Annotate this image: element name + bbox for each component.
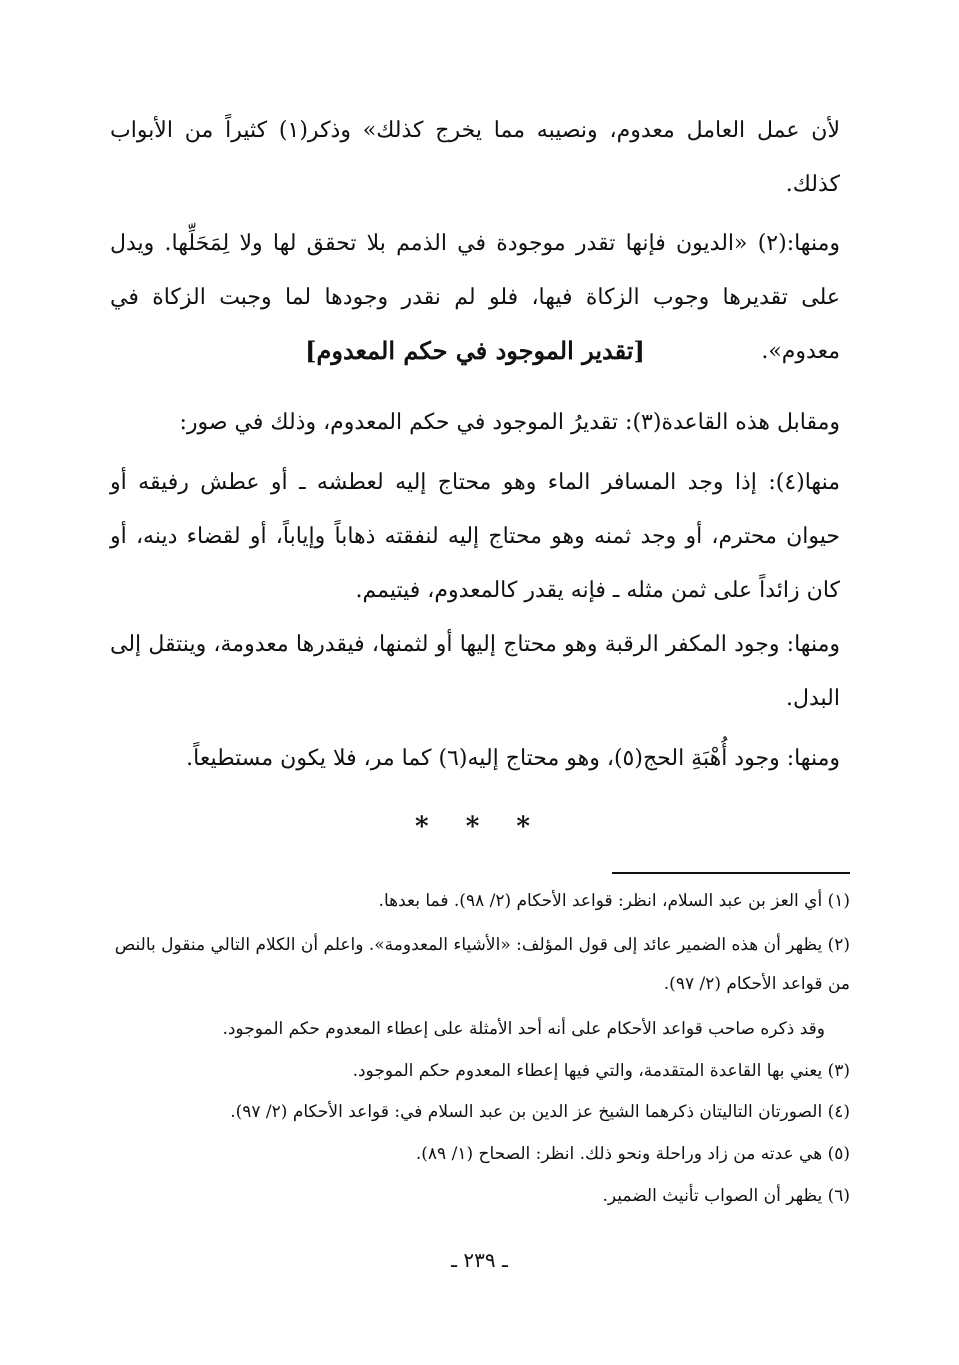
paragraph-6: ومنها: وجود أُهْبَةِ الحج(٥)، وهو محتاج إليه(٦) كما مر، فلا يكون مستطيعاً. — [186, 746, 840, 771]
paragraph-4: منها(٤): إذا وجد المسافر الماء وهو محتاج إليه لعطشه ـ أو عطش رفيقه أو حيوان محترم، أو وجد ثمنه وهو محتاج إليه لنفقته ذهاباً وإياباً، أو لقضاء دينه، أو كان زائداً على ثمن مثله ـ فإنه يقدر كالمعدوم، فيتيمم. — [110, 470, 840, 603]
footnote-2: (٢) يظهر أن هذه الضمير عائد إلى قول المؤلف: «الأشياء المعدومة». واعلم أن الكلام التالي منقول بالنص من قواعد الأحكام (٢/ ٩٧). — [114, 935, 850, 994]
section-separator: * * * — [415, 812, 544, 842]
paragraph-2: ومنها:(٢) «الديون فإنها تقدر موجودة في الذمم بلا تحقق لها ولا لِمَحَلِّها. ويدل على تقديرها وجوب الزكاة فيها، فلو لم نقدر وجودها لما وجبت الزكاة في معدوم». — [110, 231, 840, 364]
footnote-2-continuation: وقد ذكره صاحب قواعد الأحكام على أنه أحد الأمثلة على إعطاء المعدوم حكم الموجود. — [222, 1019, 825, 1039]
paragraph-1: لأن عمل العامل معدوم، ونصيبه مما يخرج كذلك» وذكر(١) كثيراً من الأبواب كذلك. — [110, 118, 840, 197]
paragraph-5: ومنها: وجود المكفر الرقبة وهو محتاج إليها أو لثمنها، فيقدرها معدومة، وينتقل إلى البدل. — [110, 632, 840, 711]
footnote-1: (١) أي العز بن عبد السلام، انظر: قواعد الأحكام (٢/ ٩٨). فما بعدها. — [378, 891, 850, 911]
paragraph-3: ومقابل هذه القاعدة(٣): تقديرُ الموجود في حكم المعدوم، وذلك في صور: — [179, 410, 840, 435]
footnote-3: (٣) يعني بها القاعدة المتقدمة، والتي فيها إعطاء المعدوم حكم الموجود. — [352, 1061, 850, 1081]
page-number: ـ ٢٣٩ ـ — [451, 1248, 508, 1272]
footnote-divider — [612, 872, 850, 874]
footnote-6: (٦) يظهر أن الصواب تأنيث الضمير. — [602, 1186, 850, 1206]
footnote-5: (٥) هي عدته من زاد وراحلة ونحو ذلك. انظر: الصحاح (١/ ٨٩). — [415, 1144, 850, 1164]
footnote-4: (٤) الصورتان التاليتان ذكرهما الشيخ عز الدين بن عبد السلام في: قواعد الأحكام (٢/ ٩٧). — [230, 1102, 850, 1122]
section-heading: [تقدير الموجود في حكم المعدوم] — [305, 336, 645, 365]
